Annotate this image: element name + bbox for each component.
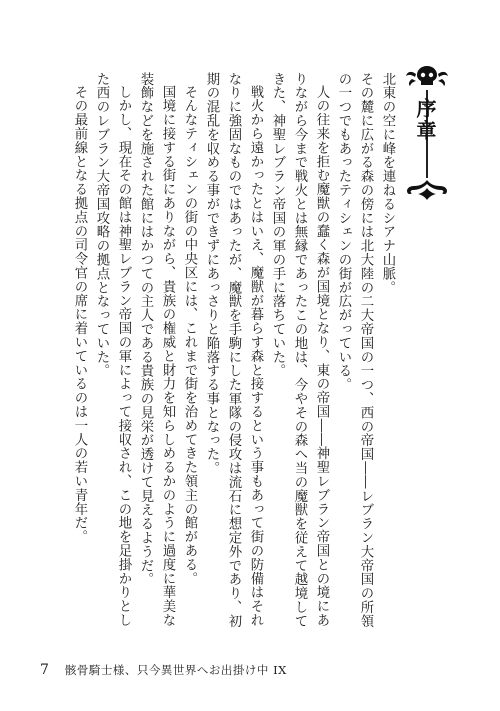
paragraph: そんなティシェンの街の中央区には、これまで街を治めてきた領主の館がある。 [182,85,197,586]
paragraph: 国境に接する街にありながら、貴族の権威と財力を知らしめるかのように過度に華美な装飾などを施された館にはかつての主人である貴族の見栄が透けて見えるようだ。 [138,72,175,628]
chapter-title: 序章 [413,98,437,142]
chapter-heading [402,62,452,192]
paragraph: その最前線となる拠点の司令官の席に着いているのは一人の若い青年だ。 [72,85,87,545]
paragraph: 北東の空に峰を連ねるシアナ山脈。 [380,72,395,295]
page-number: 7 [40,662,49,678]
skull-crown-ornament-icon [402,62,452,92]
paragraph: 人の往来を拒む魔獣の蠢く森が国境となり、東の帝国――神聖レブラン帝国との境にありながら今まで戦火とは無縁であったこの地は、今やその森へ当の魔獣を従えて越境してきた、神聖レブラン帝国の軍の手に落ちていた。 [270,72,329,628]
running-title: 骸骨騎士様、只今異世界へお出掛け中 IX [64,663,287,677]
paragraph: 戦火から遠かったとはいえ、魔獣が暮らす森と接するという事もあって街の防備はそれなりに強固なものではあったが、魔獣を手駒にした軍隊の侵攻は流石に想定外であり、初期の混乱を収める事ができずにあっさりと陥落する事となった。 [204,72,263,628]
paragraph: その麓に広がる森の傍には北大陸の二大帝国の一つ、西の帝国――レブラン大帝国の所領の一つでもあったティシェンの街が広がっている。 [336,72,373,628]
scroll-flourish-ornament-icon [402,174,452,204]
paragraph: しかし、現在その館は神聖レブラン帝国の軍によって接収され、この地を足掛かりとした西のレブラン大帝国攻略の拠点となっていた。 [94,72,131,628]
page-footer [40,660,460,680]
body-text [40,72,398,632]
